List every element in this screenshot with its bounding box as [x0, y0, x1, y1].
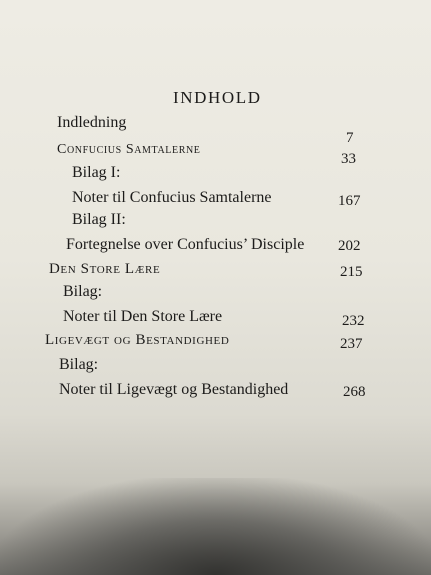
toc-page-introduction: 7 — [346, 130, 354, 146]
toc-page-notes-confucius: 167 — [338, 193, 361, 209]
toc-entry-appendix-1: Bilag I: — [72, 164, 121, 181]
toc-entry-great-learning: Den Store Lære — [49, 261, 161, 277]
toc-entry-notes-confucius: Noter til Confucius Samtalerne — [72, 189, 272, 206]
toc-page-disciples-list: 202 — [338, 238, 361, 254]
toc-entry-appendix-3: Bilag: — [63, 283, 103, 300]
toc-page-notes-equilibrium: 268 — [343, 384, 366, 400]
hand-shadow — [0, 478, 431, 575]
toc-entry-confucius-conversations: Confucius Samtalerne — [57, 142, 201, 157]
toc-title: INDHOLD — [173, 88, 262, 107]
toc-page-equilibrium: 237 — [340, 336, 363, 352]
toc-entry-notes-great-learning: Noter til Den Store Lære — [63, 308, 223, 325]
toc-entry-equilibrium: Ligevægt og Bestandighed — [45, 332, 230, 348]
toc-page-notes-great-learning: 232 — [342, 313, 365, 329]
toc-entry-introduction: Indledning — [57, 114, 127, 131]
toc-entry-notes-equilibrium: Noter til Ligevægt og Bestandighed — [59, 381, 289, 398]
toc-entry-appendix-2: Bilag II: — [72, 211, 126, 228]
toc-entry-appendix-4: Bilag: — [59, 356, 99, 373]
toc-page-confucius-conversations: 33 — [341, 151, 356, 167]
toc-page-great-learning: 215 — [340, 264, 363, 280]
toc-entry-disciples-list: Fortegnelse over Confucius’ Disciple — [66, 236, 305, 253]
